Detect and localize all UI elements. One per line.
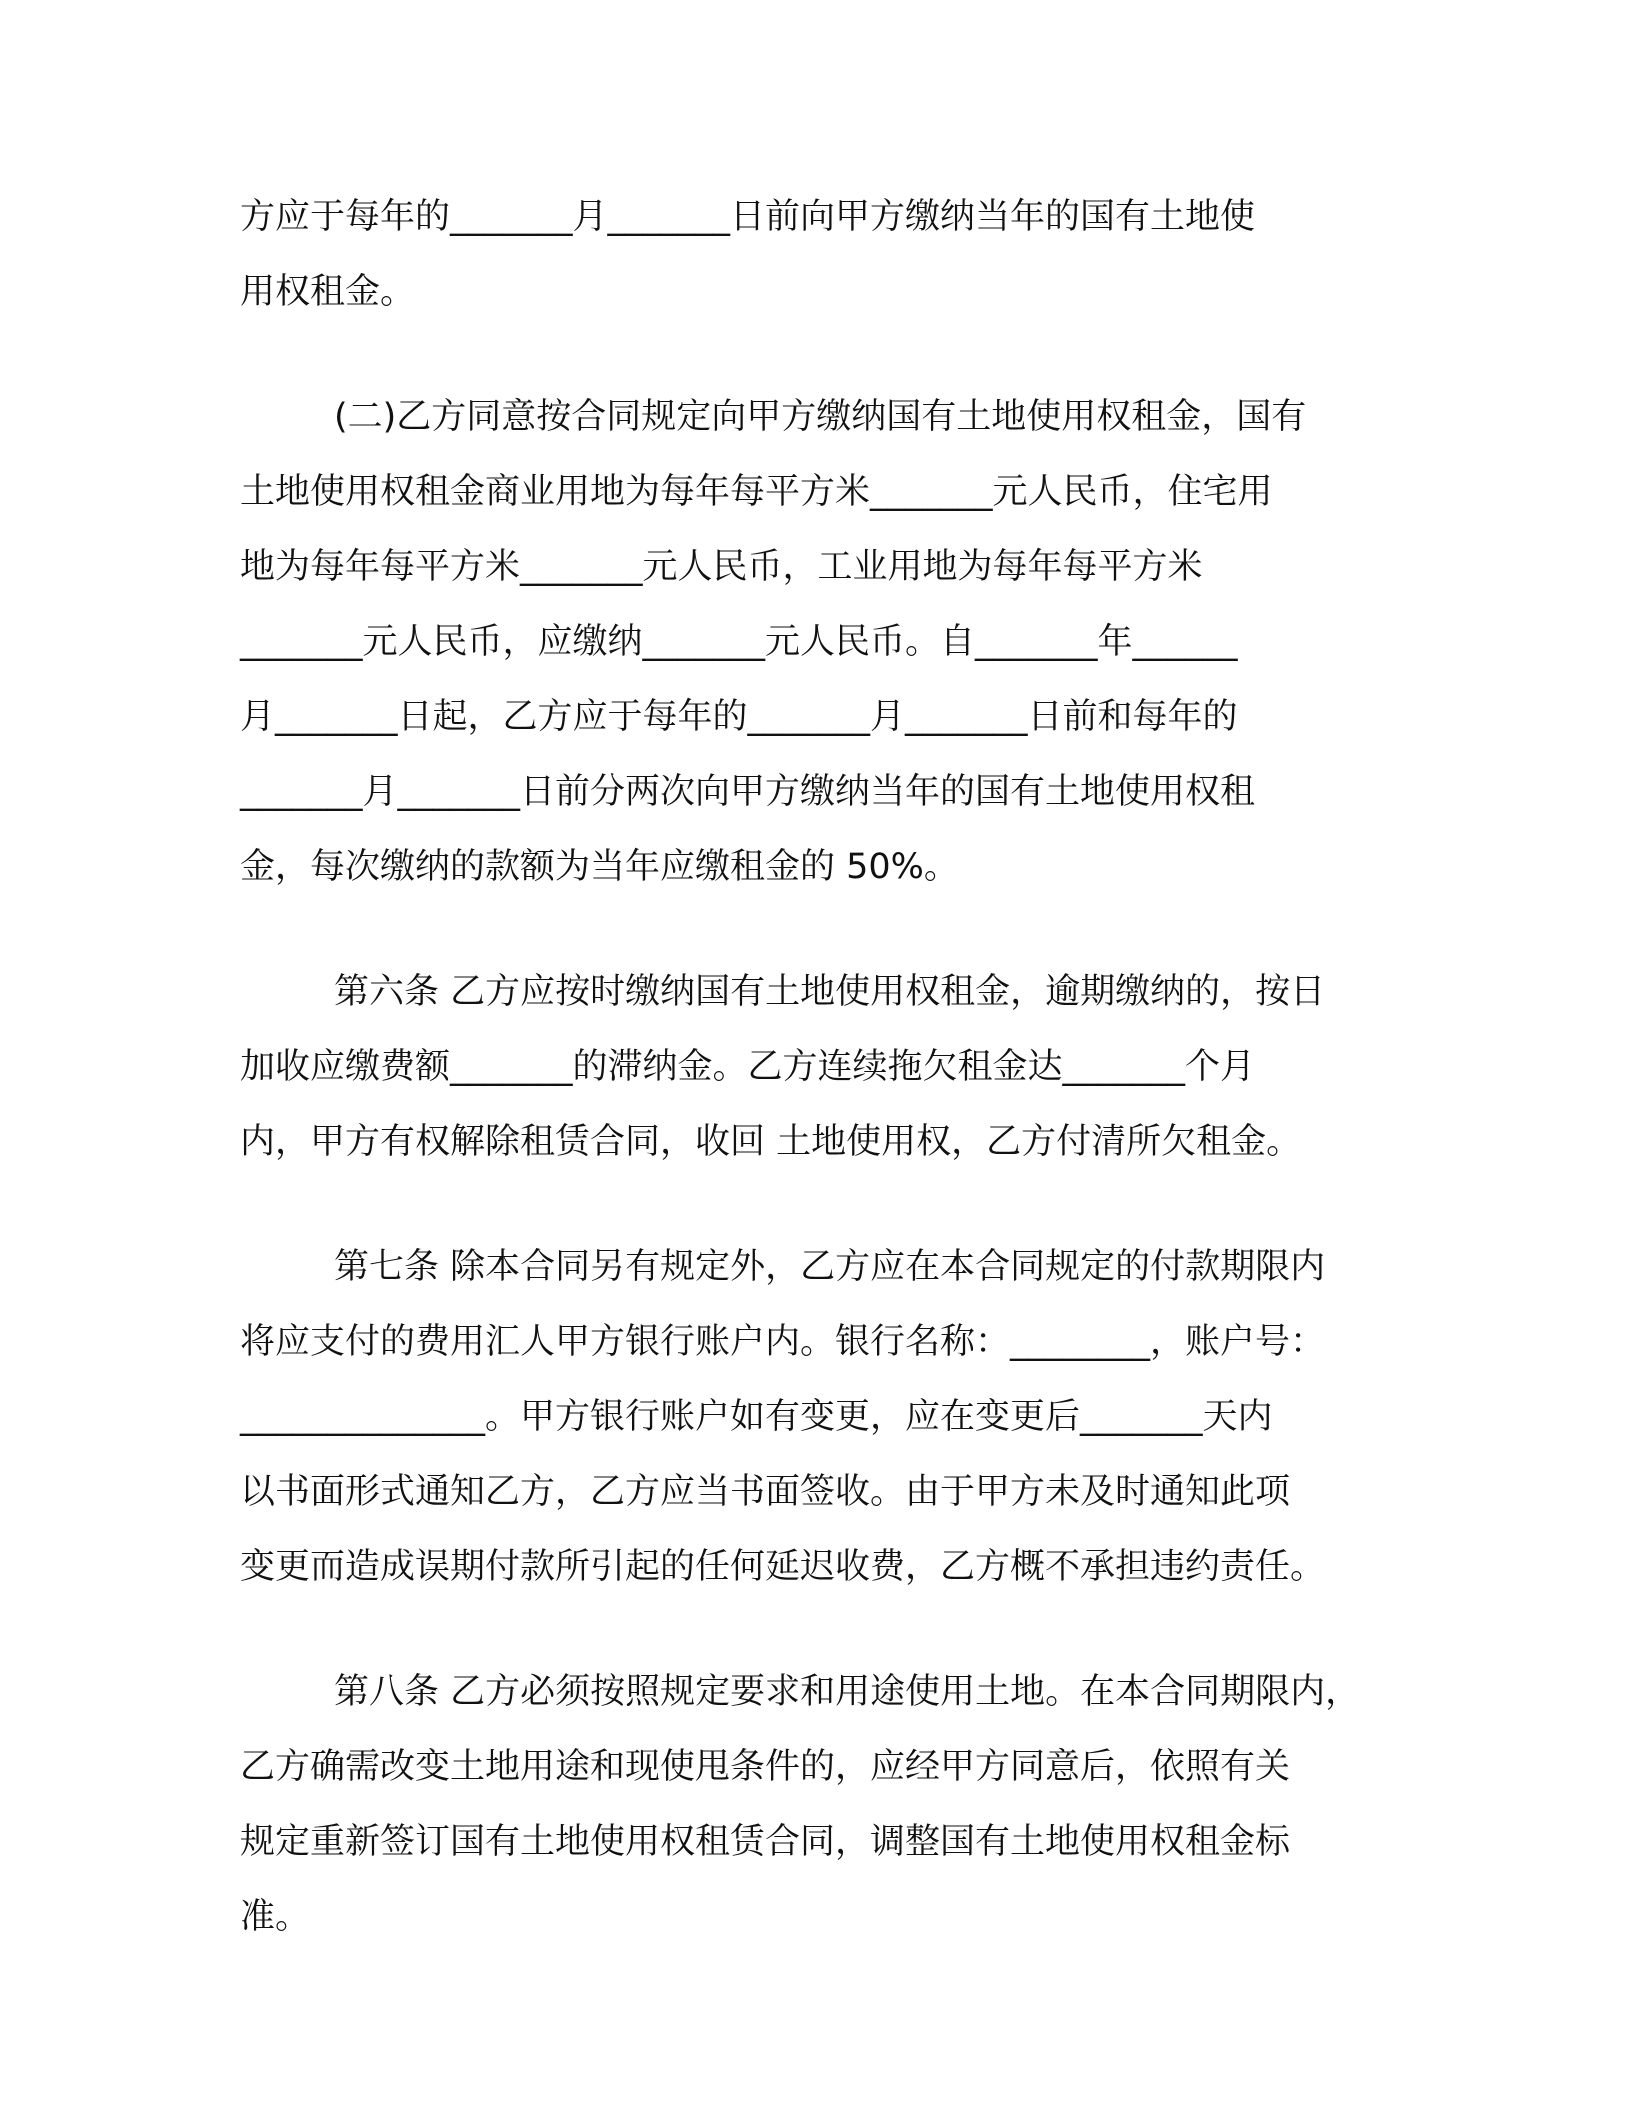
text-line: 准。 xyxy=(240,1897,311,1937)
text-line: 乙方确需改变土地用途和现使甩条件的，应经甲方同意后，依照有关 xyxy=(240,1747,1291,1787)
text-line: ______________。甲方银行账户如有变更，应在变更后_______天内 xyxy=(240,1397,1273,1437)
text-line: 第六条 乙方应按时缴纳国有土地使用权租金，逾期缴纳的，按日 xyxy=(334,972,1326,1012)
paragraph-spacer xyxy=(240,1180,1410,1230)
document-body xyxy=(240,180,1410,1955)
paragraph-spacer xyxy=(240,1605,1410,1655)
text-line: 金，每次缴纳的款额为当年应缴租金的 50%。 xyxy=(240,847,959,887)
text-line: 月_______日起，乙方应于每年的_______月_______日前和每年的 xyxy=(240,697,1238,737)
text-line: 第七条 除本合同另有规定外，乙方应在本合同规定的付款期限内 xyxy=(334,1247,1326,1287)
text-line: _______元人民币，应缴纳_______元人民币。自_______年______ xyxy=(240,622,1238,662)
text-line: 加收应缴费额_______的滞纳金。乙方连续拖欠租金达_______个月 xyxy=(240,1047,1256,1087)
text-line: (二)乙方同意按合同规定向甲方缴纳国有土地使用权租金，国有 xyxy=(334,397,1307,437)
paragraph-spacer xyxy=(240,905,1410,955)
paragraph-spacer xyxy=(240,330,1410,380)
text-line: 第八条 乙方必须按照规定要求和用途使用土地。在本合同期限内， xyxy=(334,1672,1361,1712)
paragraph-article-eight xyxy=(240,1655,1410,1955)
paragraph-article-six xyxy=(240,955,1410,1180)
text-line: _______月_______日前分两次向甲方缴纳当年的国有土地使用权租 xyxy=(240,772,1256,812)
text-line: 以书面形式通知乙方，乙方应当书面签收。由于甲方未及时通知此项 xyxy=(240,1472,1291,1512)
text-line: 地为每年每平方米_______元人民币，工业用地为每年每平方米 xyxy=(240,547,1203,587)
paragraph-rent-rates xyxy=(240,380,1410,905)
text-line: 用权租金。 xyxy=(240,272,416,312)
text-line: 土地使用权租金商业用地为每年每平方米_______元人民币，住宅用 xyxy=(240,472,1273,512)
text-line: 变更而造成误期付款所引起的任何延迟收费，乙方概不承担违约责任。 xyxy=(240,1547,1326,1587)
paragraph-rent-due-date xyxy=(240,180,1410,330)
paragraph-article-seven xyxy=(240,1230,1410,1605)
text-line: 方应于每年的_______月_______日前向甲方缴纳当年的国有土地使 xyxy=(240,197,1256,237)
text-line: 将应支付的费用汇人甲方银行账户内。银行名称：________，账户号： xyxy=(240,1322,1326,1362)
text-line: 内，甲方有权解除租赁合同，收回 土地使用权，乙方付清所欠租金。 xyxy=(240,1122,1302,1162)
text-line: 规定重新签订国有土地使用权租赁合同，调整国有土地使用权租金标 xyxy=(240,1822,1291,1862)
